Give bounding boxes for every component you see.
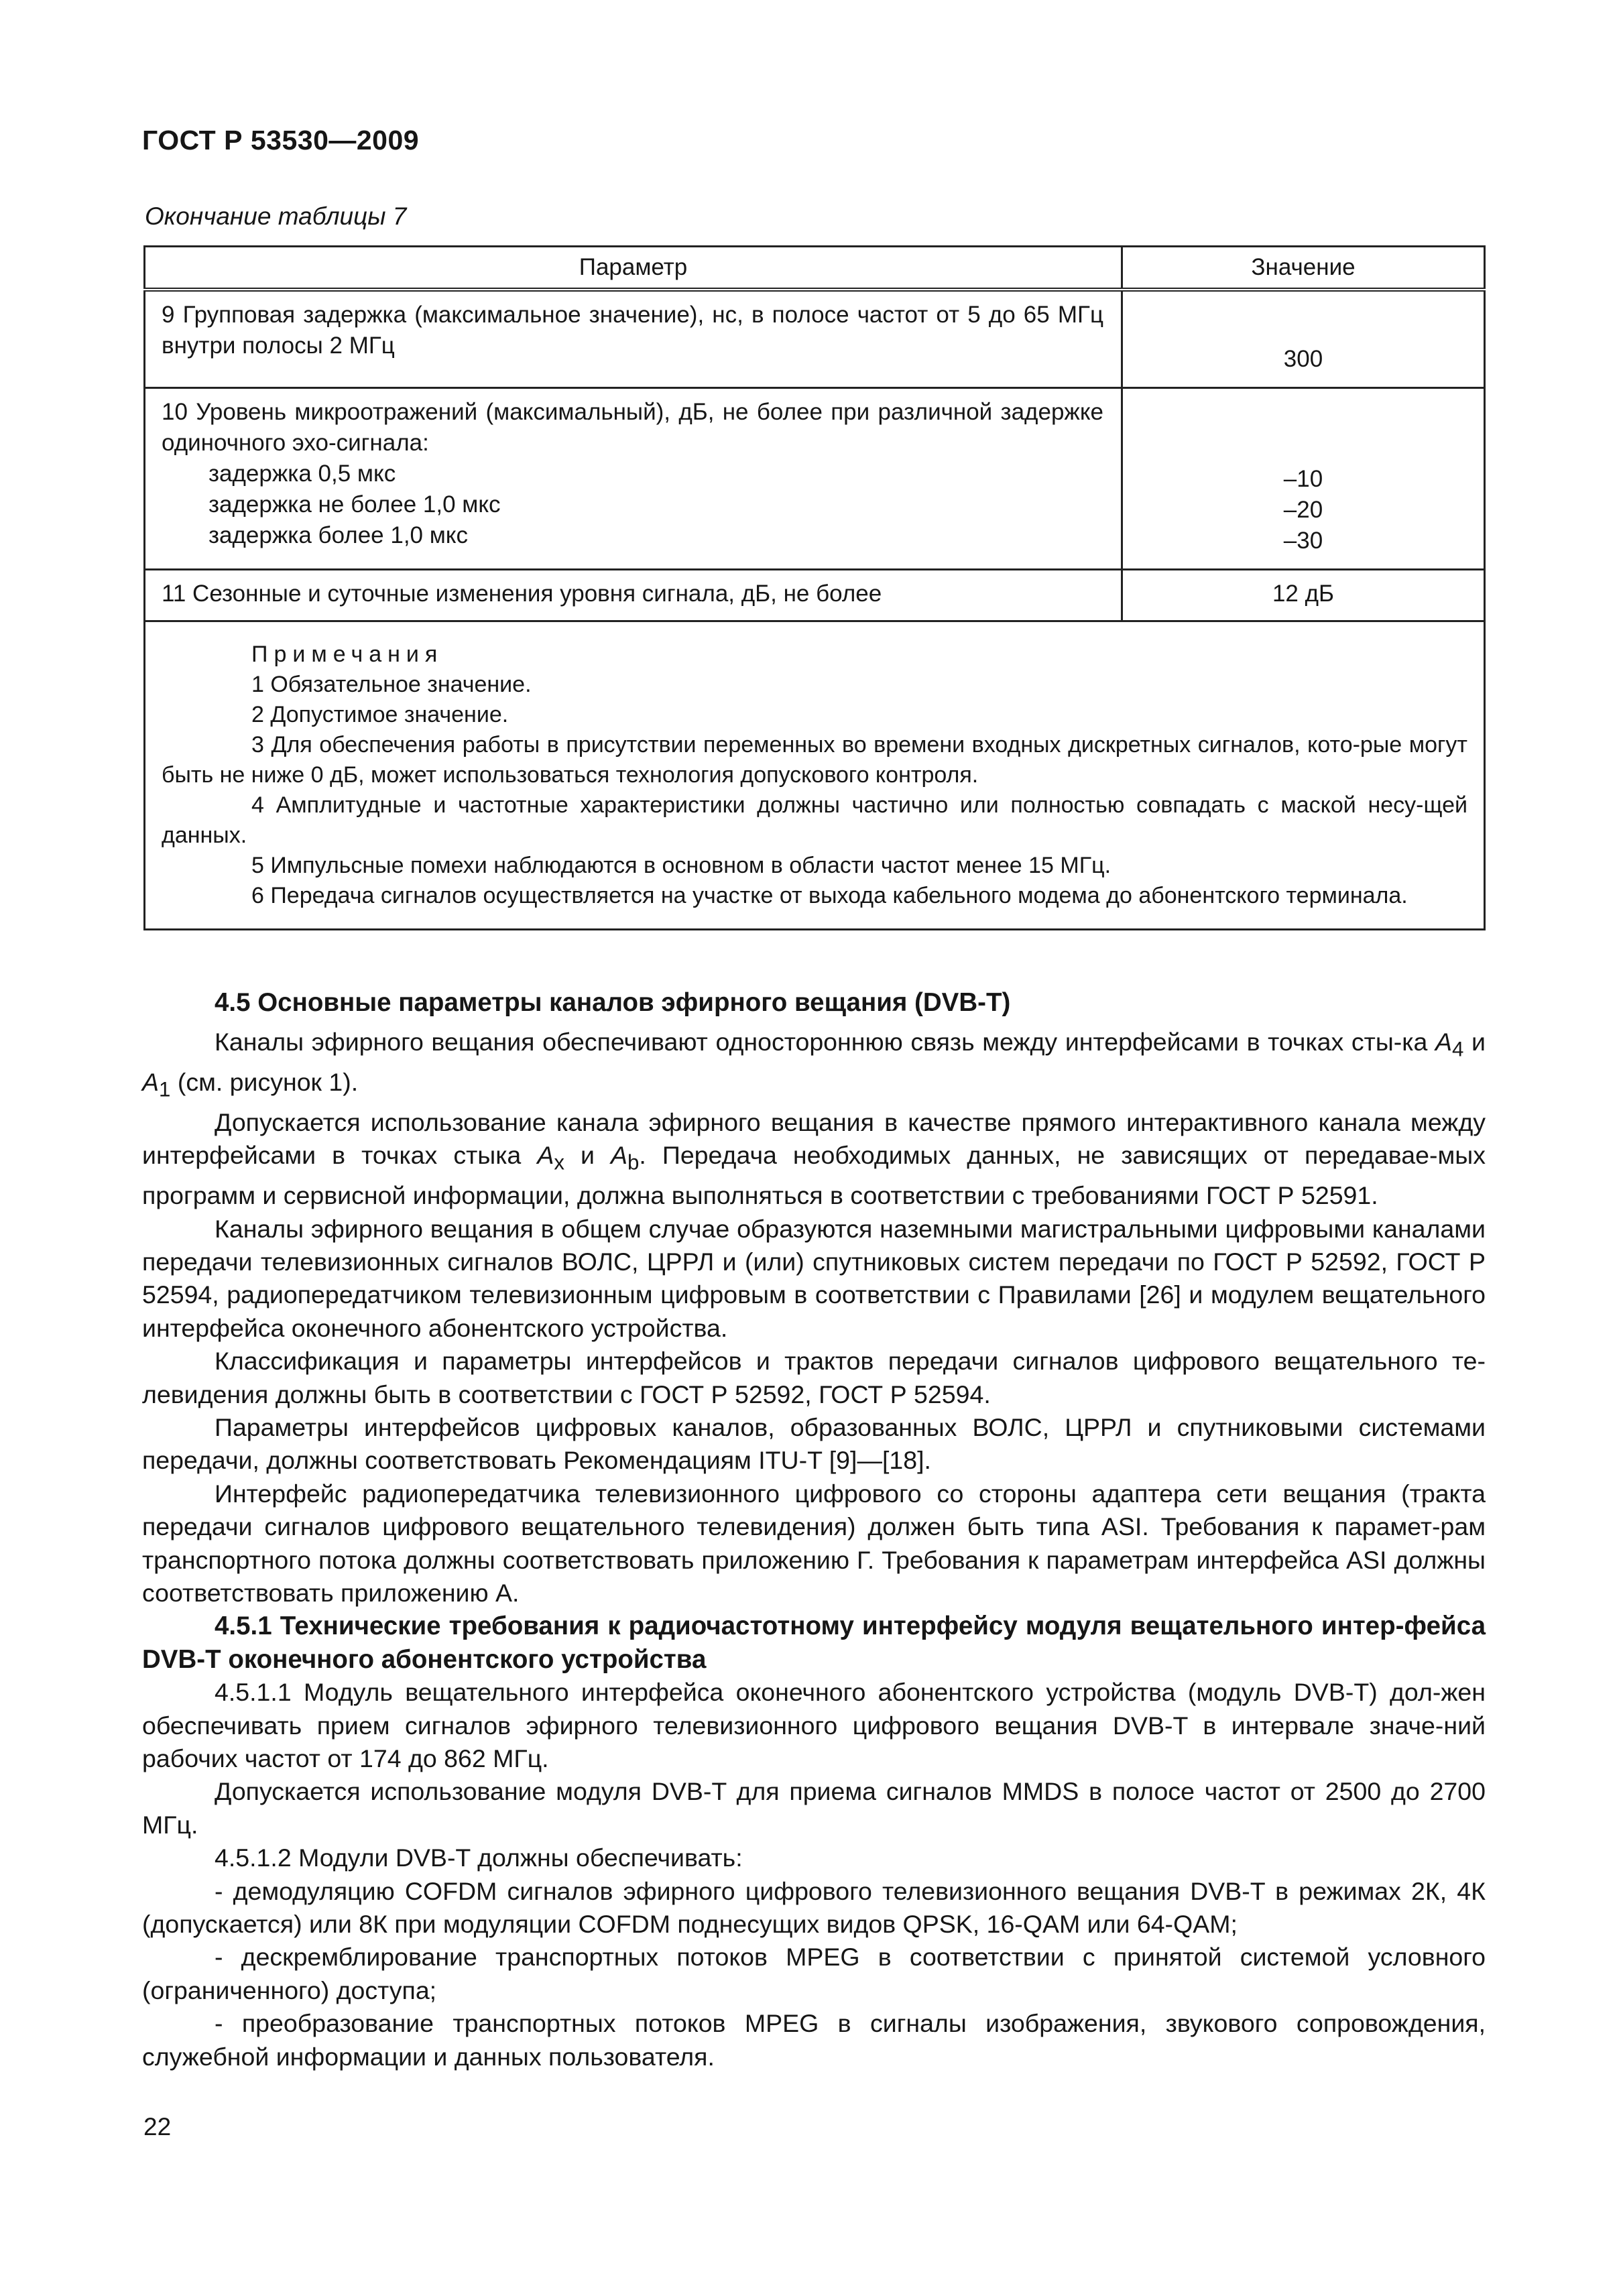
page-number: 22 [143, 2113, 172, 2140]
list-item: - дескремблирование транспортных потоков MPEG в соответствии с принятой системой условного (ограниченного) доступа; [142, 1943, 1486, 2004]
value-cell [1122, 570, 1485, 621]
section-heading: 4.5 Основные параметры каналов эфирного вещания (DVB-T) [215, 988, 1011, 1017]
paragraph: Допускается использование канала эфирного вещания в качестве прямого интерактивного канала между интерфейсами в точках стыка $A_x$ и $A_b$. Передача необходимых данных, не зависящих от передавае-мых программ и сервисной информации, должна выполняться в соответствии с требованиями ГОСТ Р 52591. [142, 1107, 1486, 1210]
paragraph: Каналы эфирного вещания обеспечивают одностороннюю связь между интерфейсами в точках сты-ка $A_4$ и $A_1$ (см. рисунок 1). [142, 1028, 1486, 1101]
table-row [145, 388, 1485, 570]
parameters-table [143, 245, 1486, 930]
param-text: 9 Групповая задержка (максимальное значение), нс, в полосе частот от 5 до 65 МГц внутри полосы 2 МГц [162, 302, 1103, 359]
param-cell [145, 290, 1122, 388]
param-text: 11 Сезонные и суточные изменения уровня сигнала, дБ, не более [162, 581, 882, 607]
value-text: 12 дБ [1272, 581, 1335, 607]
note-item: 5 Импульсные помехи наблюдаются в основном в области частот менее 15 МГц. [251, 853, 1111, 878]
table-header-row [145, 247, 1485, 290]
table-row [145, 570, 1485, 621]
notes-title: Примечания [251, 642, 444, 667]
value-text: –10 [1283, 466, 1323, 492]
param-cell [145, 570, 1122, 621]
value-cell [1122, 388, 1485, 570]
value-text: 300 [1283, 346, 1323, 372]
param-text: 10 Уровень микроотражений (максимальный), дБ, не более при различной задержке одиночного эхо-сигнала: [162, 399, 1103, 456]
value-cell [1122, 290, 1485, 388]
param-cell [145, 388, 1122, 570]
subsection-heading: 4.5.1 Технические требования к радиочастотному интерфейсу модуля вещательного интер-фейса DVB-T оконечного абонентского устройства [142, 1612, 1486, 1674]
paragraph: Допускается использование модуля DVB-T для приема сигналов MMDS в полосе частот от 2500 до 2700 МГц. [142, 1777, 1486, 1839]
note-item: 4 Амплитудные и частотные характеристики должны частично или полностью совпадать с маской несу-щей данных. [162, 792, 1467, 848]
table-caption: Окончание таблицы 7 [145, 202, 407, 230]
param-subitem: задержка не более 1,0 мкс [208, 491, 501, 518]
value-text: –30 [1283, 528, 1323, 554]
note-item: 3 Для обеспечения работы в присутствии переменных во времени входных дискретных сигналов, кото-рые могут быть не ниже 0 дБ, может использоваться технология допускового контроля. [162, 732, 1467, 788]
notes-cell [145, 621, 1485, 930]
paragraph: Каналы эфирного вещания в общем случае образуются наземными магистральными цифровыми каналами передачи телевизионных сигналов ВОЛС, ЦРРЛ и (или) спутниковых систем передачи по ГОСТ Р 52592, ГОСТ Р 52594, радиопередатчиком телевизионным цифровым в соответствии с Правилами [26] и модулем вещательного интерфейса оконечного абонентского устройства. [142, 1214, 1486, 1342]
note-item: 1 Обязательное значение. [251, 672, 532, 697]
note-item: 2 Допустимое значение. [251, 702, 509, 727]
paragraph: Параметры интерфейсов цифровых каналов, образованных ВОЛС, ЦРРЛ и спутниковыми системами передачи, должны соответствовать Рекомендациям ITU-T [9]—[18]. [142, 1412, 1486, 1475]
notes-row [145, 621, 1485, 930]
value-text: –20 [1283, 497, 1323, 523]
paragraph: Классификация и параметры интерфейсов и трактов передачи сигналов цифрового вещательного те-левидения должны быть в соответствии с ГОСТ Р 52592, ГОСТ Р 52594. [142, 1347, 1486, 1408]
paragraph: Интерфейс радиопередатчика телевизионного цифрового со стороны адаптера сети вещания (тракта передачи сигналов цифрового вещательного телевидения) должен быть типа ASI. Требования к парамет-рам транспортного потока должны соответствовать приложению Г. Требования к параметрам интерфейса ASI должны соответствовать приложению А. [142, 1479, 1486, 1607]
section-body [142, 985, 1486, 2073]
table-row [145, 290, 1485, 388]
list-item: - демодуляцию COFDM сигналов эфирного цифрового телевизионного вещания DVB-T в режимах 2К, 4К (допускается) или 8К при модуляции COFDM поднесущих видов QPSK, 16-QAM или 64-QAM; [142, 1876, 1486, 1939]
note-item: 6 Передача сигналов осуществляется на участке от выхода кабельного модема до абонентского терминала. [251, 883, 1408, 908]
paragraph: 4.5.1.2 Модули DVB-T должны обеспечивать: [215, 1844, 743, 1872]
paragraph: 4.5.1.1 Модуль вещательного интерфейса оконечного абонентского устройства (модуль DVB-T) дол-жен обеспечивать прием сигналов эфирного телевизионного цифрового вещания DVB-T в интервале значе-ний рабочих частот от 174 до 862 МГц. [142, 1678, 1486, 1773]
list-item: - преобразование транспортных потоков MPEG в сигналы изображения, звукового сопровождения, служебной информации и данных пользователя. [142, 2009, 1486, 2071]
param-subitem: задержка более 1,0 мкс [208, 522, 469, 548]
column-header-parameter: Параметр [145, 247, 1122, 290]
document-header: ГОСТ Р 53530—2009 [142, 125, 420, 156]
column-header-value: Значение [1122, 247, 1485, 290]
param-subitem: задержка 0,5 мкс [208, 461, 396, 487]
